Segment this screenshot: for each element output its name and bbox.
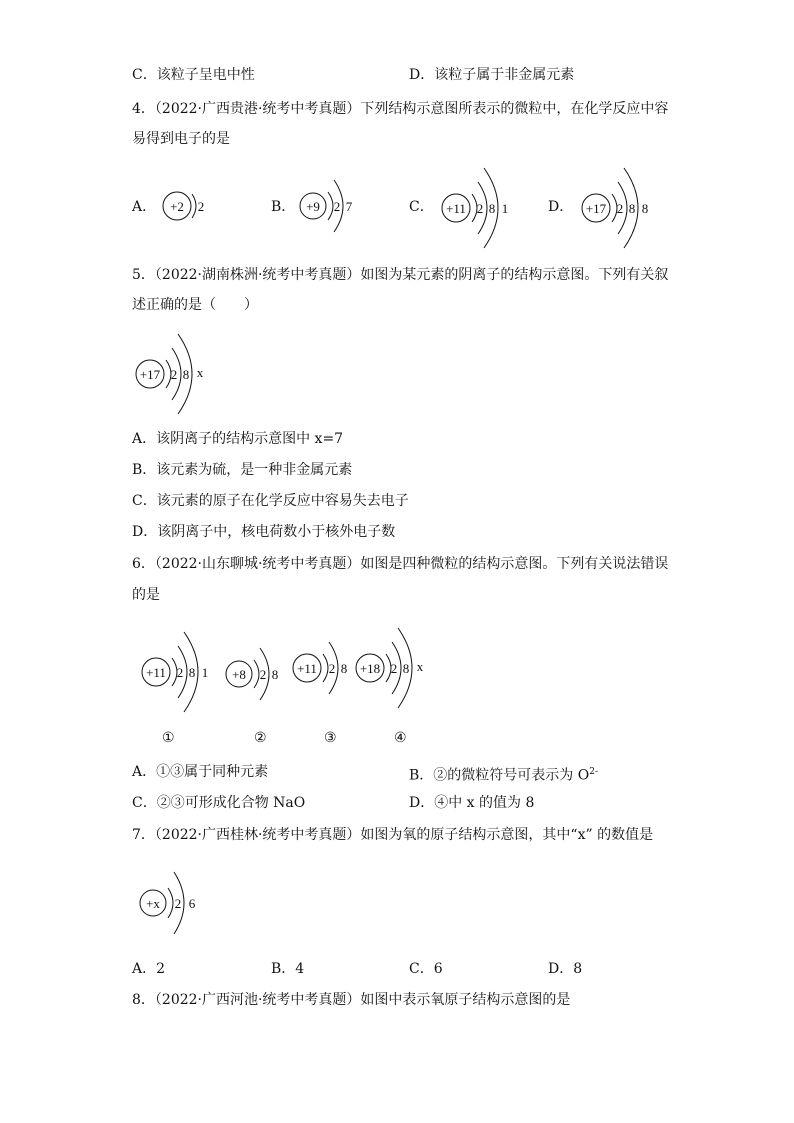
q5-electrons-3: x: [196, 365, 204, 380]
q3-option-d: D．该粒子属于非金属元素: [409, 67, 575, 83]
q6-option-c: C．②③可形成化合物 NaO: [132, 795, 306, 811]
q6-d2-nucleus: +8: [232, 667, 246, 682]
q4-c-electrons-1: 2: [476, 201, 484, 216]
q7-stem: 7．（2022·广西桂林·统考中考真题）如图为氧的原子结构示意图，其中“x” 的数值是: [132, 827, 654, 843]
q7-diagram: [136, 866, 206, 942]
q5-stem-line2: 述正确的是（ ）: [132, 297, 258, 313]
q8-stem: 8．（2022·广西河池·统考中考真题）如图中表示氧原子结构示意图的是: [132, 992, 571, 1008]
q4-d-electrons-3: 8: [641, 201, 649, 216]
q6-option-b: B．②的微粒符号可表示为 $O^{2-}$: [409, 767, 598, 784]
q6-d1-electrons-3: 1: [201, 665, 209, 680]
q7-electrons-2: 6: [188, 896, 196, 911]
q5-electrons-1: 2: [170, 367, 178, 382]
q6-option-d: D．④中 x 的值为 8: [409, 795, 535, 811]
q7-option-b: B．4: [271, 961, 305, 977]
q6-d3-electrons-2: 8: [340, 661, 348, 676]
q6-diagram-3: [288, 634, 358, 702]
q6-marker-1: ①: [162, 730, 175, 746]
q5-nucleus: +17: [139, 367, 161, 382]
q4-option-c-label: C．: [409, 199, 434, 215]
q4-b-electrons-2: 7: [345, 199, 353, 214]
q4-option-d-diagram: [576, 160, 656, 252]
q4-option-b-diagram: [296, 172, 366, 240]
q5-option-c: C．该元素的原子在化学反应中容易失去电子: [132, 493, 409, 509]
q4-stem-line2: 易得到电子的是: [132, 131, 230, 147]
q5-diagram: [130, 328, 220, 420]
q6-d3-electrons-1: 2: [328, 661, 336, 676]
q6-d4-electrons-1: 2: [390, 661, 398, 676]
q7-electrons-1: 2: [174, 896, 182, 911]
q5-option-a: A．该阴离子的结构示意图中 x=7: [132, 431, 344, 447]
q6-stem-line2: 的是: [132, 587, 160, 603]
q4-c-nucleus: +11: [446, 201, 466, 216]
q3-option-c: C．该粒子呈电中性: [132, 67, 255, 83]
q4-a-nucleus: +2: [170, 199, 184, 214]
q6-d2-electrons-1: 2: [259, 667, 267, 682]
q4-c-electrons-2: 8: [488, 201, 496, 216]
q6-option-a: A．①③属于同种元素: [132, 764, 269, 780]
q4-option-a-label: A．: [132, 199, 157, 215]
q4-d-electrons-1: 2: [616, 201, 624, 216]
q6-stem-line1: 6．（2022·山东聊城·统考中考真题）如图是四种微粒的结构示意图。下列有关说法错误: [132, 556, 669, 572]
q6-marker-2: ②: [254, 730, 267, 746]
q6-d4-electrons-2: 8: [402, 661, 410, 676]
q6-d3-nucleus: +11: [297, 661, 317, 676]
q6-diagram-2: [222, 640, 292, 708]
q6-d1-electrons-2: 8: [188, 665, 196, 680]
q4-d-electrons-2: 8: [628, 201, 636, 216]
q4-option-b-label: B．: [271, 199, 296, 215]
q4-option-a-diagram: [160, 182, 220, 230]
q6-d4-nucleus: +18: [359, 661, 381, 676]
q4-stem-line1: 4．（2022·广西贵港·统考中考真题）下列结构示意图所表示的微粒中，在化学反应中容: [132, 101, 669, 117]
q5-option-d: D．该阴离子中，核电荷数小于核外电子数: [132, 524, 396, 540]
q4-b-electrons-1: 2: [333, 199, 341, 214]
q6-marker-4: ④: [394, 730, 407, 746]
q5-stem-line1: 5．（2022·湖南株洲·统考中考真题）如图为某元素的阴离子的结构示意图。下列有关叙: [132, 267, 669, 283]
q7-option-c: C．6: [409, 961, 443, 977]
q4-c-electrons-3: 1: [501, 201, 509, 216]
q7-nucleus: +x: [146, 896, 160, 911]
q5-electrons-2: 8: [182, 367, 190, 382]
q4-b-nucleus: +9: [306, 199, 320, 214]
q4-a-electrons-1: 2: [197, 199, 205, 214]
q4-option-d-label: D．: [548, 199, 574, 215]
q6-marker-3: ③: [324, 730, 337, 746]
q6-d2-electrons-2: 8: [271, 667, 279, 682]
q4-option-c-diagram: [436, 160, 516, 252]
q5-option-b: B．该元素为硫，是一种非金属元素: [132, 462, 353, 478]
q6-d4-electrons-3: x: [416, 659, 424, 674]
q6-diagram-1: [136, 624, 216, 716]
q6-option-b-superscript: 2-: [589, 767, 598, 777]
q6-d1-nucleus: +11: [146, 665, 166, 680]
q7-option-a: A．2: [132, 961, 166, 977]
q6-d1-electrons-1: 2: [176, 665, 184, 680]
q4-d-nucleus: +17: [585, 201, 607, 216]
q7-option-d: D．8: [548, 961, 583, 977]
q6-diagram-4: [350, 620, 435, 712]
